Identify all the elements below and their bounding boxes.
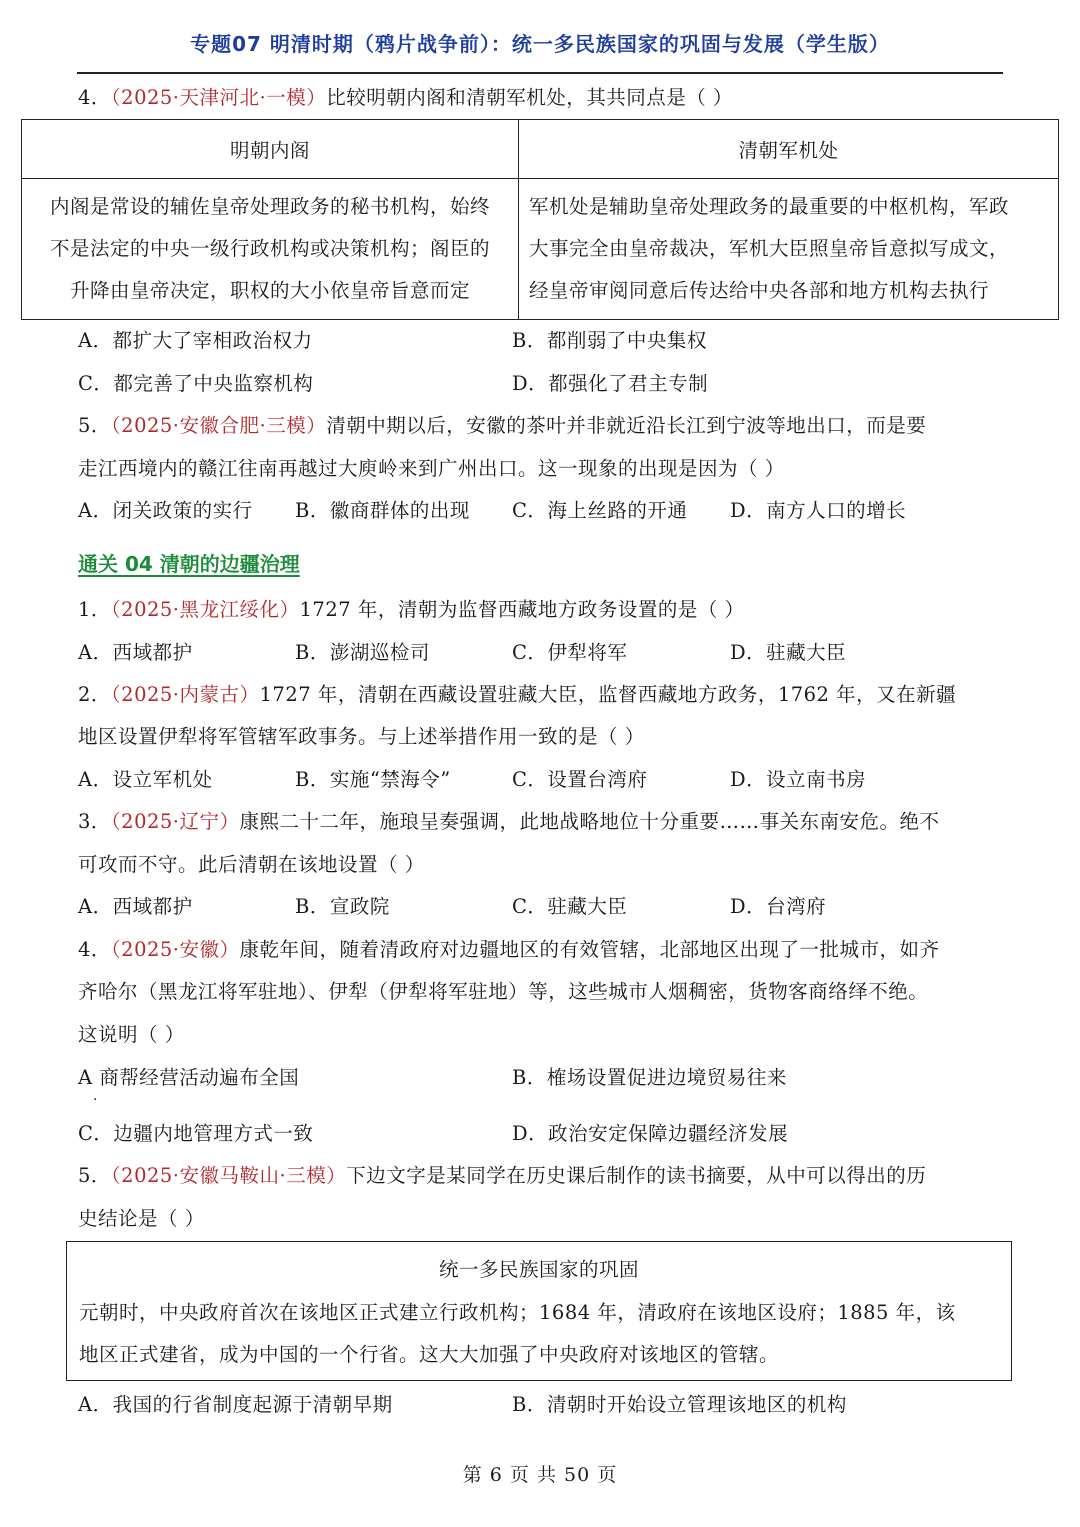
- section-heading: 通关 04 清朝的边疆治理: [78, 552, 300, 576]
- table-cell-line: 军机处是辅助皇帝处理政务的最重要的中枢机构，军政: [529, 195, 1010, 218]
- question-2-stem: [78, 681, 956, 709]
- option-d: D．都强化了君主专制: [512, 372, 709, 395]
- table-cell-ming: [22, 179, 519, 320]
- option-a: A 商帮经营活动遍布全国: [78, 1066, 300, 1089]
- question-1-stem: [78, 596, 745, 624]
- option-a: A．设立军机处: [78, 768, 213, 791]
- question-number: 4．: [78, 86, 111, 109]
- excerpt-line: 元朝时，中央政府首次在该地区正式建立行政机构；1684 年，清政府在该地区设府；1885 年，该: [79, 1301, 956, 1324]
- excerpt-title: 统一多民族国家的巩固: [438, 1258, 639, 1281]
- table-cell-qing: [519, 179, 1059, 320]
- question-source: （2025·辽宁）: [110, 810, 240, 833]
- option-a: A．西域都护: [78, 641, 193, 664]
- question-source: （2025·安徽）: [110, 938, 240, 961]
- option-d: D．设立南书房: [730, 768, 867, 791]
- option-d: D．政治安定保障边疆经济发展: [512, 1122, 789, 1145]
- question-5a-stem: [78, 412, 926, 440]
- question-text: 清朝中期以后，安徽的茶叶并非就近沿长江到宁波等地出口，而是要: [326, 414, 927, 437]
- question-source: （2025·天津河北·一模）: [110, 86, 327, 109]
- excerpt-line: 地区正式建省，成为中国的一个行省。这大大加强了中央政府对该地区的管辖。: [79, 1343, 780, 1366]
- table-cell-line: 不是法定的中央一级行政机构或决策机构；阁臣的: [49, 237, 490, 260]
- option-c: C．海上丝路的开通: [512, 499, 688, 522]
- option-b: B．都削弱了中央集权: [512, 329, 707, 352]
- question-source: （2025·安徽合肥·三模）: [110, 414, 327, 437]
- question-number: 5．: [78, 1164, 111, 1187]
- question-text: 1727 年，清朝为监督西藏地方政务设置的是（ ）: [299, 598, 745, 621]
- table-cell-line: 升降由皇帝决定，职权的大小依皇帝旨意而定: [69, 279, 470, 302]
- page-footer: 第 6 页 共 50 页: [462, 1464, 618, 1486]
- question-source: （2025·黑龙江绥化）: [110, 598, 300, 621]
- question-text: 比较明朝内阁和清朝军机处，其共同点是（ ）: [326, 86, 733, 109]
- page-header-title: 专题07 明清时期（鸦片战争前）：统一多民族国家的巩固与发展（学生版）: [190, 32, 890, 56]
- question-text: 1727 年，清朝在西藏设置驻藏大臣，监督西藏地方政务，1762 年，又在新疆: [259, 683, 957, 706]
- question-text: 下边文字是某同学在历史课后制作的读书摘要，从中可以得出的历: [346, 1164, 927, 1187]
- table-cell-line: 大事完全由皇帝裁决，军机大臣照皇帝旨意拟写成文，: [529, 237, 1010, 260]
- option-b: B．清朝时开始设立管理该地区的机构: [512, 1393, 847, 1416]
- question-4a-stem: [78, 84, 733, 112]
- question-4b-stem-cont2: 这说明（ ）: [78, 1023, 185, 1046]
- question-4b-stem: [78, 936, 940, 964]
- option-c: C．伊犁将军: [512, 641, 628, 664]
- option-b: B．榷场设置促进边境贸易往来: [512, 1066, 787, 1089]
- option-c: C．驻藏大臣: [512, 895, 628, 918]
- question-number: 1．: [78, 598, 111, 621]
- question-source: （2025·安徽马鞍山·三模）: [110, 1164, 347, 1187]
- question-source: （2025·内蒙古）: [110, 683, 260, 706]
- option-b: B．澎湖巡检司: [295, 641, 430, 664]
- option-d: D．南方人口的增长: [730, 499, 907, 522]
- option-a: A．我国的行省制度起源于清朝早期: [78, 1393, 393, 1416]
- question-number: 5．: [78, 414, 111, 437]
- option-a: A．闭关政策的实行: [78, 499, 253, 522]
- question-number: 4．: [78, 938, 111, 961]
- question-number: 2．: [78, 683, 111, 706]
- stray-dot: ·: [93, 1092, 98, 1108]
- excerpt-box: [66, 1241, 1012, 1381]
- table-header-ming: 明朝内阁: [22, 120, 519, 179]
- table-cell-line: 经皇帝审阅同意后传达给中央各部和地方机构去执行: [529, 279, 990, 302]
- question-5b-stem-cont: 史结论是（ ）: [78, 1207, 205, 1230]
- question-2-stem-cont: 地区设置伊犁将军管辖军政事务。与上述举措作用一致的是（ ）: [78, 725, 645, 748]
- option-c: C．都完善了中央监察机构: [78, 372, 314, 395]
- option-d: D．驻藏大臣: [730, 641, 847, 664]
- question-text: 康熙二十二年，施琅呈奏强调，此地战略地位十分重要……事关东南安危。绝不: [239, 810, 940, 833]
- option-a: A．都扩大了宰相政治权力: [78, 329, 313, 352]
- option-a: A．西域都护: [78, 895, 193, 918]
- option-c: C．设置台湾府: [512, 768, 648, 791]
- comparison-table: [21, 119, 1059, 320]
- table-cell-line: 内阁是常设的辅佐皇帝处理政务的秘书机构，始终: [49, 195, 490, 218]
- table-header-qing: 清朝军机处: [519, 120, 1059, 179]
- question-4b-stem-cont: 齐哈尔（黑龙江将军驻地）、伊犁（伊犁将军驻地）等，这些城市人烟稠密，货物客商络绎不绝。: [78, 980, 929, 1003]
- question-text: 康乾年间，随着清政府对边疆地区的有效管辖，北部地区出现了一批城市，如齐: [239, 938, 940, 961]
- option-b: B．实施“禁海令”: [295, 768, 451, 791]
- header-rule: [77, 72, 1003, 74]
- question-3-stem: [78, 808, 940, 836]
- option-c: C．边疆内地管理方式一致: [78, 1122, 314, 1145]
- question-3-stem-cont: 可攻而不守。此后清朝在该地设置（ ）: [78, 853, 425, 876]
- question-number: 3．: [78, 810, 111, 833]
- question-5b-stem: [78, 1162, 926, 1190]
- question-5a-stem-cont: 走江西境内的赣江往南再越过大庾岭来到广州出口。这一现象的出现是因为（ ）: [78, 457, 785, 480]
- option-d: D．台湾府: [730, 895, 827, 918]
- option-b: B．宣政院: [295, 895, 390, 918]
- option-b: B．徽商群体的出现: [295, 499, 470, 522]
